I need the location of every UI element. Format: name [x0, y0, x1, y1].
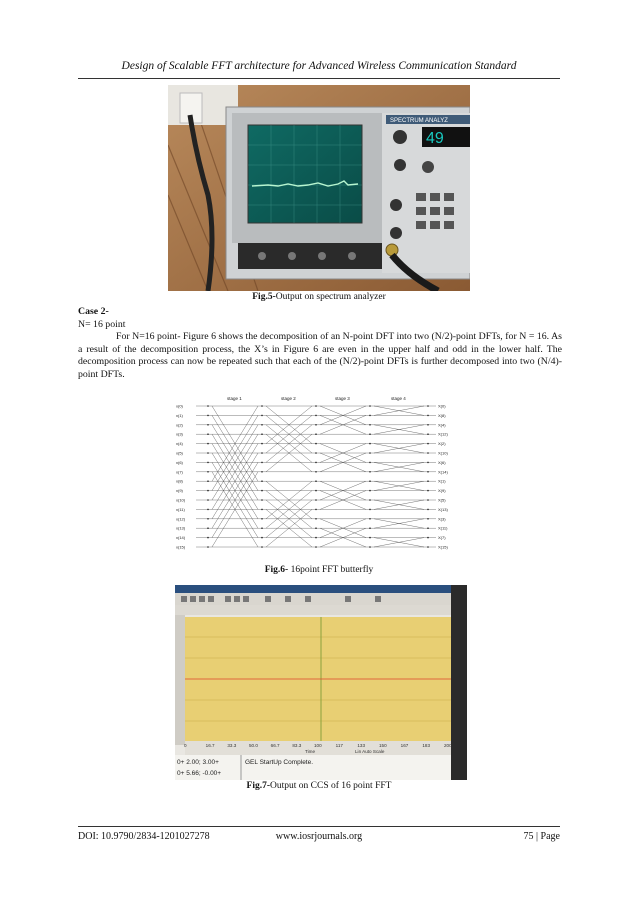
node-dot: [207, 480, 209, 482]
node-dot: [261, 462, 263, 464]
node-dot: [427, 471, 429, 473]
node-dot: [427, 433, 429, 435]
node-dot: [427, 443, 429, 445]
stage-label: stage 3: [335, 396, 350, 401]
case-title: Case 2-: [78, 306, 109, 317]
fig5-caption-text: Output on spectrum analyzer: [275, 292, 386, 302]
output-label: X(14): [438, 469, 448, 475]
x-tick-label: 200: [444, 743, 452, 748]
running-header: Design of Scalable FFT architecture for Advanced Wireless Communication Standard: [121, 60, 517, 72]
output-label: X(5): [438, 497, 446, 503]
output-label: X(12): [438, 431, 448, 437]
node-dot: [369, 518, 371, 520]
node-dot: [207, 471, 209, 473]
x-tick-label: 83.3: [292, 743, 302, 748]
x-tick-label: 33.3: [227, 743, 237, 748]
node-dot: [369, 509, 371, 511]
node-dot: [427, 527, 429, 529]
node-dot: [427, 490, 429, 492]
fig7-caption-label: Fig.7-: [246, 781, 271, 791]
node-dot: [315, 509, 317, 511]
x-tick-label: 133: [357, 743, 366, 748]
fig6-caption: [0, 565, 638, 575]
fig7-console-message: GEL StartUp Complete.: [245, 759, 314, 766]
node-dot: [315, 462, 317, 464]
fig7-caption: [0, 781, 638, 791]
node-dot: [369, 405, 371, 407]
stage-label: stage 2: [281, 396, 296, 401]
output-label: X(7): [438, 535, 446, 541]
node-dot: [315, 480, 317, 482]
stage-label: stage 4: [391, 396, 406, 401]
x-tick-label: 117: [335, 743, 343, 748]
node-dot: [207, 443, 209, 445]
output-label: X(11): [438, 525, 448, 531]
input-label: x(11): [176, 506, 185, 512]
footer-page: 75 | Page: [523, 831, 560, 842]
input-label: x(10): [176, 497, 186, 503]
node-dot: [427, 537, 429, 539]
output-label: X(3): [438, 516, 446, 522]
node-dot: [315, 452, 317, 454]
node-dot: [261, 471, 263, 473]
input-label: x(14): [176, 535, 186, 541]
footer-rule: [78, 826, 560, 827]
fig7-console-line-2: 0+ 5.66; -0.00+: [177, 770, 222, 777]
node-dot: [315, 490, 317, 492]
x-tick-label: 0: [184, 743, 187, 748]
node-dot: [207, 424, 209, 426]
input-label: x(2): [176, 422, 183, 428]
output-label: X(1): [438, 478, 446, 484]
fig6-caption-label: Fig.6-: [264, 565, 289, 575]
node-dot: [369, 537, 371, 539]
node-dot: [261, 490, 263, 492]
fig7-time-label: Time: [305, 749, 316, 754]
input-label: x(6): [176, 459, 183, 465]
node-dot: [207, 452, 209, 454]
node-dot: [315, 518, 317, 520]
node-dot: [369, 433, 371, 435]
fig5-panel-label: SPECTRUM ANALYZ: [390, 118, 448, 124]
input-label: x(5): [176, 450, 183, 456]
node-dot: [261, 546, 263, 548]
output-label: X(4): [438, 422, 446, 428]
fig6-caption-text: 16point FFT butterfly: [288, 565, 374, 575]
fig7-caption-text: Output on CCS of 16 point FFT: [270, 781, 392, 791]
x-tick-label: 66.7: [270, 743, 280, 748]
node-dot: [207, 537, 209, 539]
output-label: X(0): [438, 403, 446, 409]
node-dot: [261, 509, 263, 511]
output-label: X(10): [438, 450, 448, 456]
fig5-caption: [0, 292, 638, 302]
node-dot: [315, 415, 317, 417]
node-dot: [261, 424, 263, 426]
input-label: x(12): [176, 516, 186, 522]
output-label: X(2): [438, 441, 446, 447]
footer-doi: DOI: 10.9790/2834-1201027278: [78, 831, 210, 842]
node-dot: [261, 443, 263, 445]
node-dot: [261, 518, 263, 520]
node-dot: [427, 424, 429, 426]
input-label: x(0): [176, 403, 183, 409]
header-rule: [78, 78, 560, 79]
node-dot: [261, 405, 263, 407]
node-dot: [261, 415, 263, 417]
node-dot: [207, 462, 209, 464]
node-dot: [315, 443, 317, 445]
x-tick-label: 183: [422, 743, 431, 748]
node-dot: [369, 480, 371, 482]
node-dot: [261, 527, 263, 529]
node-dot: [315, 527, 317, 529]
footer-site: www.iosrjournals.org: [275, 831, 363, 842]
node-dot: [315, 405, 317, 407]
node-dot: [315, 546, 317, 548]
body-paragraph: For N=16 point- Figure 6 shows the decomposition of an N-point DFT into two (N/2)-point DFTs, for N = 16. As a result of the decomposition process, the X’s in Figure 6 are even in the upper half and odd in the lower half. The decomposition process can now be repeated such that each of the (N/2)-point DFTs is further decomposed into two (N/4)-point DFTs.: [78, 331, 562, 380]
input-label: x(4): [176, 441, 183, 447]
fig7-console-line-1: 0+ 2.00; 3.00+: [177, 759, 219, 766]
input-label: x(9): [176, 488, 183, 494]
fig6-butterfly-diagram: [174, 394, 460, 560]
node-dot: [315, 499, 317, 501]
node-dot: [427, 518, 429, 520]
node-dot: [261, 499, 263, 501]
stage-label: stage 1: [227, 396, 242, 401]
input-label: x(13): [176, 525, 186, 531]
x-tick-label: 16.7: [205, 743, 215, 748]
input-label: x(8): [176, 478, 183, 484]
node-dot: [315, 424, 317, 426]
node-dot: [261, 537, 263, 539]
node-dot: [369, 490, 371, 492]
node-dot: [261, 452, 263, 454]
x-tick-label: 100: [314, 743, 322, 748]
output-label: X(13): [438, 506, 448, 512]
node-dot: [207, 433, 209, 435]
node-dot: [369, 471, 371, 473]
input-label: x(15): [176, 544, 186, 550]
x-tick-label: 150: [379, 743, 387, 748]
fig7-scale-label: Lin Auto Scale: [355, 749, 385, 754]
section-body: [78, 306, 562, 381]
fig5-caption-label: Fig.5-: [252, 292, 276, 302]
n-line: N= 16 point: [78, 318, 126, 330]
node-dot: [315, 471, 317, 473]
node-dot: [369, 462, 371, 464]
x-tick-label: 50.0: [249, 743, 258, 748]
output-label: X(9): [438, 488, 446, 494]
node-dot: [207, 518, 209, 520]
input-label: x(1): [176, 412, 183, 418]
node-dot: [427, 405, 429, 407]
fig5-digital-readout: 49: [426, 130, 444, 147]
node-dot: [369, 527, 371, 529]
node-dot: [369, 452, 371, 454]
node-dot: [427, 415, 429, 417]
node-dot: [369, 424, 371, 426]
node-dot: [427, 452, 429, 454]
node-dot: [369, 443, 371, 445]
node-dot: [315, 433, 317, 435]
output-label: X(15): [438, 544, 448, 550]
node-dot: [427, 462, 429, 464]
output-label: X(8): [438, 412, 446, 418]
node-dot: [207, 415, 209, 417]
node-dot: [427, 480, 429, 482]
node-dot: [427, 546, 429, 548]
node-dot: [427, 499, 429, 501]
node-dot: [207, 527, 209, 529]
node-dot: [369, 546, 371, 548]
node-dot: [207, 509, 209, 511]
node-dot: [427, 509, 429, 511]
node-dot: [207, 490, 209, 492]
fig5-photo: [168, 85, 470, 291]
node-dot: [261, 433, 263, 435]
node-dot: [207, 499, 209, 501]
input-label: x(7): [176, 469, 183, 475]
node-dot: [369, 499, 371, 501]
node-dot: [315, 537, 317, 539]
fig7-ccs-screenshot: [175, 585, 467, 780]
output-label: X(6): [438, 459, 446, 465]
node-dot: [207, 546, 209, 548]
node-dot: [261, 480, 263, 482]
input-label: x(3): [176, 431, 183, 437]
x-tick-label: 167: [400, 743, 409, 748]
node-dot: [207, 405, 209, 407]
node-dot: [369, 415, 371, 417]
